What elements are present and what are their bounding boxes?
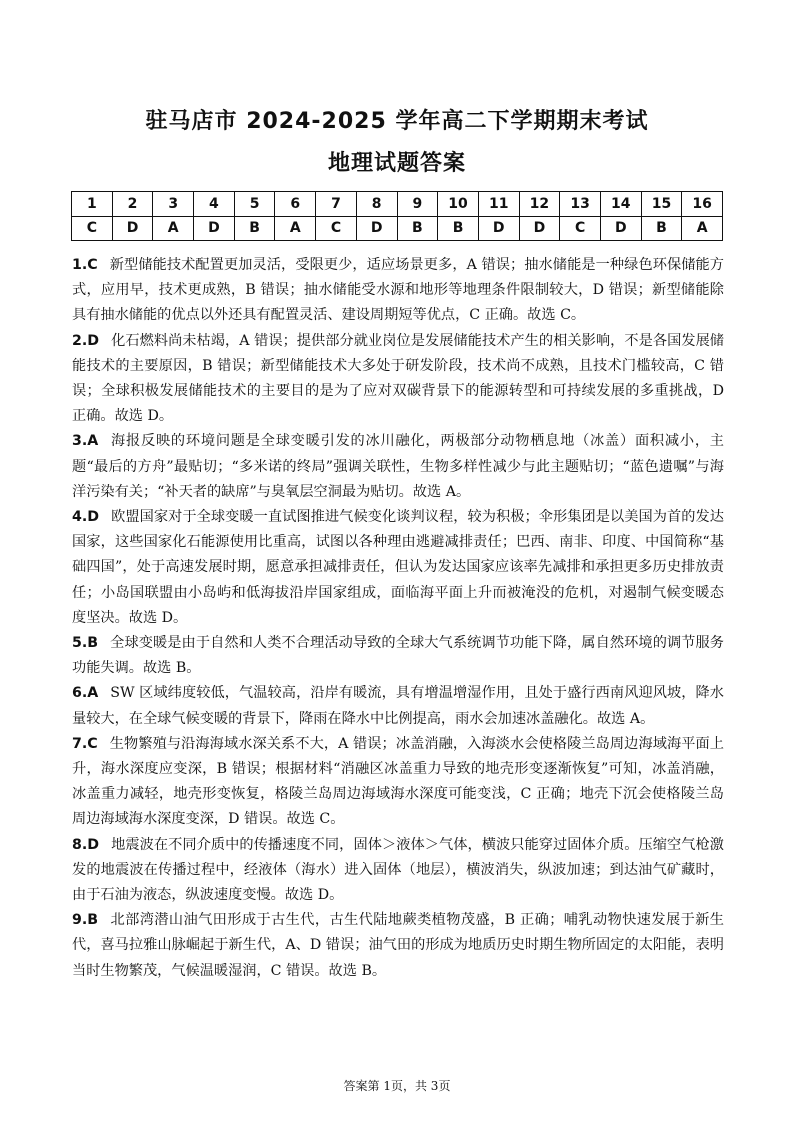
question-number-cell: 16 [682,192,723,217]
explanation-item [72,908,724,984]
explanation-text: 化石燃料尚未枯竭，A 错误；提供部分就业岗位是发展储能技术产生的相关影响，不是各国发展储能技术的主要原因，B 错误；新型储能技术大多处于研发阶段，技术尚不成熟，且技术门槛较高，C 错误；全球积极发展储能技术的主要目的是为了应对双碳背景下的能源转型和可持续发展的多重挑战，D 正确。故选 D。 [72,332,724,425]
explanation-item [72,253,724,329]
answer-cell: B [438,216,479,241]
answer-cell: B [641,216,682,241]
answer-table [71,191,723,241]
question-number-cell: 1 [72,192,113,217]
explanation-text: 生物繁殖与沿海海域水深关系不大，A 错误；冰盖消融，入海淡水会使格陵兰岛周边海域海平面上升，海水深度应变深，B 错误；根据材料“消融区冰盖重力导致的地壳形变逐渐恢复”可知，冰盖消融，冰盖重力减轻，地壳形变恢复，格陵兰岛周边海域海水深度可能变浅，C 正确；地壳下沉会使格陵兰岛周边海域海水深度变深，D 错误。故选 C。 [72,735,724,828]
question-number: 1.C [72,257,98,273]
question-number-cell: 15 [641,192,682,217]
explanation-text: 海报反映的环境问题是全球变暖引发的冰川融化，两极部分动物栖息地（冰盖）面积减小，主题“最后的方舟”最贴切；“多米诺的终局”强调关联性，生物多样性减少与此主题贴切；“蓝色遗嘱”与海洋污染有关；“补天者的缺席”与臭氧层空洞最为贴切。故选 A。 [72,433,724,500]
answer-cell: A [153,216,194,241]
question-number: 8.D [72,836,100,853]
explanation-item [72,505,724,631]
question-number: 7.C [72,735,98,752]
page-footer: 答案第 1页，共 3页 [343,1079,451,1093]
explanation-item [72,732,724,833]
question-number-cell: 8 [356,192,397,217]
explanation-text: 欧盟国家对于全球变暖一直试图推进气候变化谈判议程，较为积极；伞形集团是以美国为首的发达国家，这些国家化石能源使用比重高，试图以各种理由逃避减排责任；巴西、南非、印度、中国简称“基础四国”，处于高速发展时期，愿意承担减排责任，但认为发达国家应该率先减排和承担更多历史排放责任；小岛国联盟由小岛屿和低海拔沿岸国家组成，面临海平面上升而被淹没的危机，对遏制气候变暖态度坚决。故选 D。 [72,509,724,626]
answer-table-number-row [72,192,723,217]
question-number-cell: 4 [194,192,235,217]
question-number: 3.A [72,433,99,450]
answer-cell: B [397,216,438,241]
answer-cell: D [356,216,397,241]
question-number-cell: 2 [112,192,153,217]
explanation-text: 新型储能技术配置更加灵活，受限更少，适应场景更多，A 错误；抽水储能是一种绿色环保储能方式，应用早，技术更成熟，B 错误；抽水储能受水源和地形等地理条件限制较大，D 错误；新型储能除具有抽水储能的优点以外还具有配置灵活、建设周期短等优点，C 正确。故选 C。 [72,257,724,324]
answer-cell: A [682,216,723,241]
explanation-item [72,833,724,909]
question-number: 5.B [72,635,99,652]
answer-cell: C [72,216,113,241]
question-number-cell: 14 [600,192,641,217]
question-number-cell: 3 [153,192,194,217]
question-number: 4.D [72,509,100,526]
explanation-text: SW 区域纬度较低，气温较高，沿岸有暖流，具有增温增湿作用，且处于盛行西南风迎风坡，降水量较大，在全球气候变暖的背景下，降雨在降水中比例提高，雨水会加速冰盖融化。故选 A。 [72,685,724,727]
answer-cell: D [519,216,560,241]
answer-cell: D [478,216,519,241]
question-number-cell: 5 [234,192,275,217]
question-number: 2.D [72,332,100,349]
question-number: 9.B [72,912,99,929]
question-number-cell: 10 [438,192,479,217]
answer-cell: D [194,216,235,241]
explanation-text: 地震波在不同介质中的传播速度不同，固体＞液体＞气体，横波只能穿过固体介质。压缩空气枪激发的地震波在传播过程中，经液体（海水）进入固体（地层），横波消失，纵波加速；到达油气矿藏时，由于石油为液态，纵波速度变慢。故选 D。 [72,836,724,904]
question-number-cell: 12 [519,192,560,217]
question-number-cell: 9 [397,192,438,217]
answer-cell: C [316,216,357,241]
explanation-list [72,253,724,984]
explanation-item [72,681,724,731]
answer-cell: B [234,216,275,241]
answer-cell: D [112,216,153,241]
question-number: 6.A [72,685,99,702]
question-number-cell: 6 [275,192,316,217]
explanation-text: 北部湾潜山油气田形成于古生代，古生代陆地蕨类植物茂盛，B 正确；哺乳动物快速发展于新生代，喜马拉雅山脉崛起于新生代，A、D 错误；油气田的形成为地质历史时期生物所固定的太阳能，表明当时生物繁茂，气候温暖湿润，C 错误。故选 B。 [72,912,724,979]
page-title: 驻马店市 2024-2025 学年高二下学期期末考试 [145,109,649,134]
answer-cell: A [275,216,316,241]
explanation-item [72,631,724,681]
explanation-item [72,429,724,505]
page-subtitle: 地理试题答案 [327,151,466,176]
question-number-cell: 11 [478,192,519,217]
answer-table-answer-row [72,216,723,241]
answer-cell: C [560,216,601,241]
explanation-text: 全球变暖是由于自然和人类不合理活动导致的全球大气系统调节功能下降，属自然环境的调节服务功能失调。故选 B。 [72,635,724,677]
answer-cell: D [600,216,641,241]
question-number-cell: 13 [560,192,601,217]
question-number-cell: 7 [316,192,357,217]
explanation-item [72,329,724,430]
